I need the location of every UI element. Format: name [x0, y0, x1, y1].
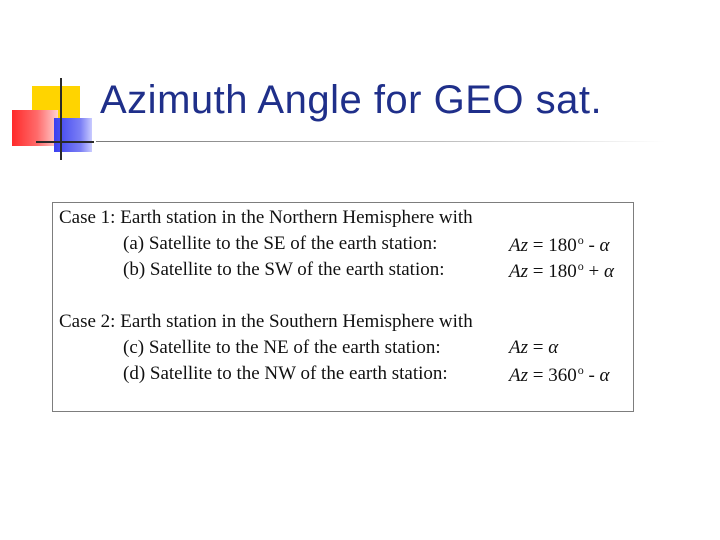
- degree-symbol: o: [577, 259, 584, 273]
- alpha-symbol: α: [548, 337, 559, 358]
- az-symbol: Az: [509, 337, 528, 358]
- case-1-item-a-formula: [509, 233, 610, 257]
- logo-horizontal-line: [36, 141, 94, 143]
- case-2-item-d-text: (d) Satellite to the NW of the earth station:: [123, 363, 448, 384]
- operator: -: [583, 365, 600, 386]
- case-2-item-d-formula: [509, 363, 610, 387]
- az-symbol: Az: [509, 365, 528, 386]
- case-2-heading: Case 2: Earth station in the Southern Hemisphere with: [59, 311, 473, 332]
- alpha-symbol: α: [603, 261, 614, 282]
- operator: +: [583, 261, 604, 282]
- az-symbol: Az: [509, 235, 528, 256]
- case-1-item-b-text: (b) Satellite to the SW of the earth station:: [123, 259, 445, 280]
- title-underline: [96, 141, 666, 142]
- equals-sign: =: [528, 261, 549, 282]
- case-2-item-c-formula: [509, 337, 558, 359]
- degree-symbol: o: [577, 363, 584, 377]
- degree-symbol: o: [577, 233, 584, 247]
- angle-value: 180: [548, 235, 577, 256]
- case-1-item-b-formula: [509, 259, 614, 283]
- equals-sign: =: [528, 337, 549, 358]
- alpha-symbol: α: [599, 235, 610, 256]
- case-1-heading: Case 1: Earth station in the Northern Hemisphere with: [59, 207, 473, 228]
- angle-value: 180: [548, 261, 577, 282]
- equals-sign: =: [528, 235, 549, 256]
- equals-sign: =: [528, 365, 549, 386]
- operator: -: [583, 235, 600, 256]
- case-1-item-a-text: (a) Satellite to the SE of the earth station:: [123, 233, 438, 254]
- slide-title: Azimuth Angle for GEO sat.: [100, 78, 603, 122]
- alpha-symbol: α: [599, 365, 610, 386]
- angle-value: 360: [548, 365, 577, 386]
- logo-vertical-line: [60, 78, 62, 160]
- az-symbol: Az: [509, 261, 528, 282]
- case-2-item-c-text: (c) Satellite to the NE of the earth station:: [123, 337, 441, 358]
- equation-box: [52, 202, 634, 412]
